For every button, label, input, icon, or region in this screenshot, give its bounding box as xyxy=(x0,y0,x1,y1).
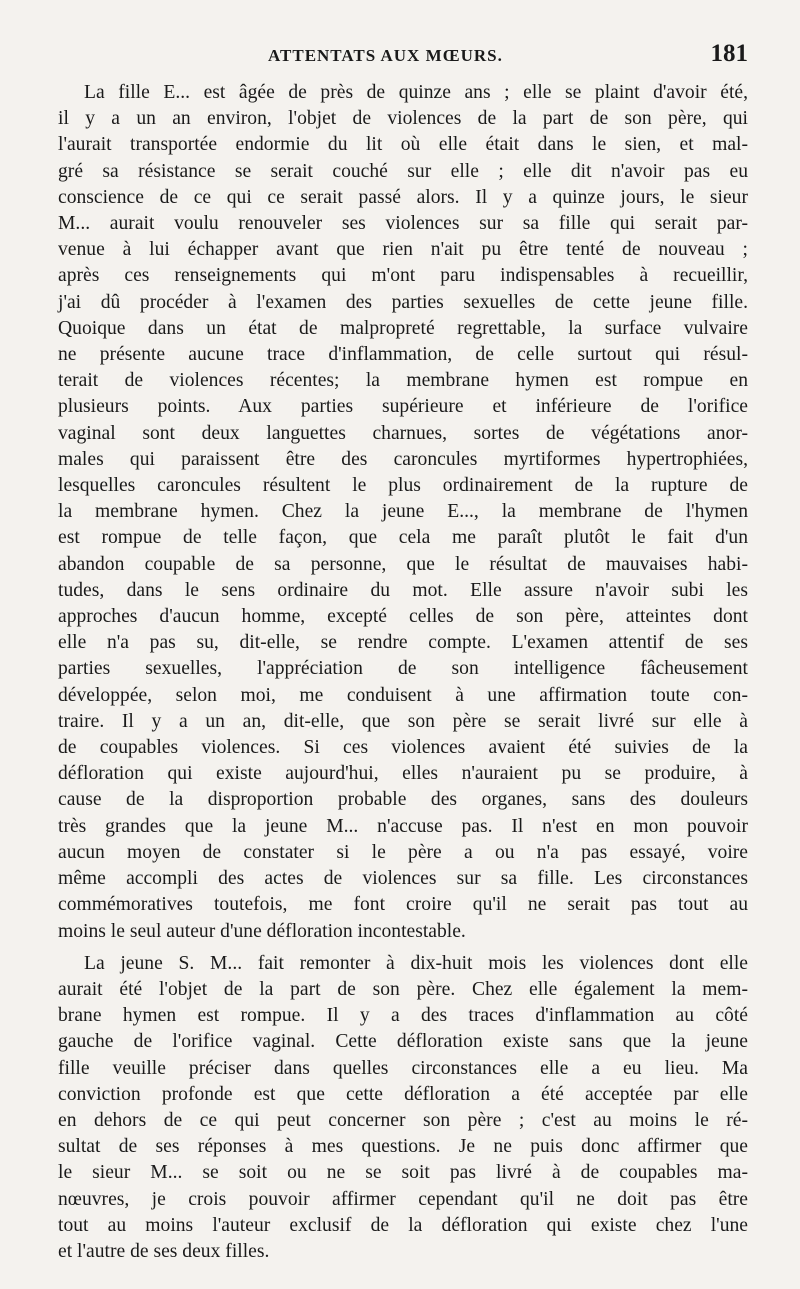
text-line: venue à lui échapper avant que rien n'ait pu être tenté de nouveau ; xyxy=(58,239,748,261)
text-line: fille veuille préciser dans quelles circonstances elle a eu lieu. Ma xyxy=(58,1057,748,1079)
text-line: développée, selon moi, me conduisent à une affirmation toute con- xyxy=(58,684,748,706)
text-line: la membrane hymen. Chez la jeune E..., la membrane de l'hymen xyxy=(58,501,748,523)
text-line: parties sexuelles, l'appréciation de son intelligence fâcheusement xyxy=(58,658,748,680)
paragraph xyxy=(58,80,748,945)
text-line: défloration qui existe aujourd'hui, elles n'auraient pu se produire, à xyxy=(58,763,748,785)
text-line: gré sa résistance se serait couché sur elle ; elle dit n'avoir pas eu xyxy=(58,160,748,182)
text-line: sultat de ses réponses à mes questions. Je ne puis donc affirmer que xyxy=(58,1136,748,1158)
text-line: aucun moyen de constater si le père a ou n'a pas essayé, voire xyxy=(58,841,748,863)
text-line: La jeune S. M... fait remonter à dix-huit mois les violences dont elle xyxy=(84,952,748,974)
text-line: conviction profonde est que cette défloration a été acceptée par elle xyxy=(58,1083,748,1105)
text-line: gauche de l'orifice vaginal. Cette défloration existe sans que la jeune xyxy=(58,1031,748,1053)
text-line: traire. Il y a un an, dit-elle, que son père se serait livré sur elle à xyxy=(58,710,748,732)
text-line: aurait été l'objet de la part de son père. Chez elle également la mem- xyxy=(58,978,748,1000)
text-line: l'aurait transportée endormie du lit où elle était dans le sien, et mal- xyxy=(58,134,748,156)
text-line: le sieur M... se soit ou ne se soit pas livré à de coupables ma- xyxy=(58,1162,748,1184)
text-line: tout au moins l'auteur exclusif de la défloration qui existe chez l'une xyxy=(58,1214,748,1236)
page-header xyxy=(58,40,748,74)
page-number: 181 xyxy=(710,40,748,67)
text-line: approches d'aucun homme, excepté celles de son père, atteintes dont xyxy=(58,606,748,628)
body-text xyxy=(58,80,748,1265)
text-line: Quoique dans un état de malpropreté regrettable, la surface vulvaire xyxy=(58,317,748,339)
text-line: vaginal sont deux languettes charnues, sortes de végétations anor- xyxy=(58,422,748,444)
text-line: nœuvres, je crois pouvoir affirmer cependant qu'il ne doit pas être xyxy=(58,1188,748,1210)
text-line: et l'autre de ses deux filles. xyxy=(58,1240,270,1262)
text-line: cause de la disproportion probable des organes, sans des douleurs xyxy=(58,789,748,811)
text-line: terait de violences récentes; la membrane hymen est rompue en xyxy=(58,370,748,392)
text-line: ne présente aucune trace d'inflammation, de celle surtout qui résul- xyxy=(58,344,748,366)
text-line: même accompli des actes de violences sur sa fille. Les circonstances xyxy=(58,868,748,890)
text-line: commémoratives toutefois, me font croire qu'il ne serait pas tout au xyxy=(58,894,748,916)
text-line: tudes, dans le sens ordinaire du mot. Elle assure n'avoir subi les xyxy=(58,579,748,601)
text-line: en dehors de ce qui peut concerner son père ; c'est au moins le ré- xyxy=(58,1109,748,1131)
text-line: abandon coupable de sa personne, que le résultat de mauvaises habi- xyxy=(58,553,748,575)
text-line: La fille E... est âgée de près de quinze ans ; elle se plaint d'avoir été, xyxy=(84,82,748,103)
paragraph xyxy=(58,951,748,1265)
text-line: conscience de ce qui ce serait passé alors. Il y a quinze jours, le sieur xyxy=(58,186,748,208)
text-line: plusieurs points. Aux parties supérieure et inférieure de l'orifice xyxy=(58,396,748,418)
text-line: j'ai dû procéder à l'examen des parties sexuelles de cette jeune fille. xyxy=(58,291,748,313)
text-line: males qui paraissent être des caroncules myrtiformes hypertrophiées, xyxy=(58,448,748,470)
text-line: de coupables violences. Si ces violences avaient été suivies de la xyxy=(58,737,748,759)
text-line: il y a un an environ, l'objet de violences de la part de son père, qui xyxy=(58,108,748,130)
text-line: M... aurait voulu renouveler ses violences sur sa fille qui serait par- xyxy=(58,213,748,235)
text-line: moins le seul auteur d'une défloration incontestable. xyxy=(58,920,466,942)
text-line: est rompue de telle façon, que cela me paraît plutôt le fait d'un xyxy=(58,527,748,549)
text-line: elle n'a pas su, dit-elle, se rendre compte. L'examen attentif de ses xyxy=(58,632,748,654)
text-line: très grandes que la jeune M... n'accuse pas. Il n'est en mon pouvoir xyxy=(58,815,748,837)
text-line: brane hymen est rompue. Il y a des traces d'inflammation au côté xyxy=(58,1005,748,1027)
running-title: ATTENTATS AUX MŒURS. xyxy=(268,46,503,65)
text-line: lesquelles caroncules résultent le plus ordinairement de la rupture de xyxy=(58,475,748,497)
text-line: après ces renseignements qui m'ont paru indispensables à recueillir, xyxy=(58,265,748,287)
